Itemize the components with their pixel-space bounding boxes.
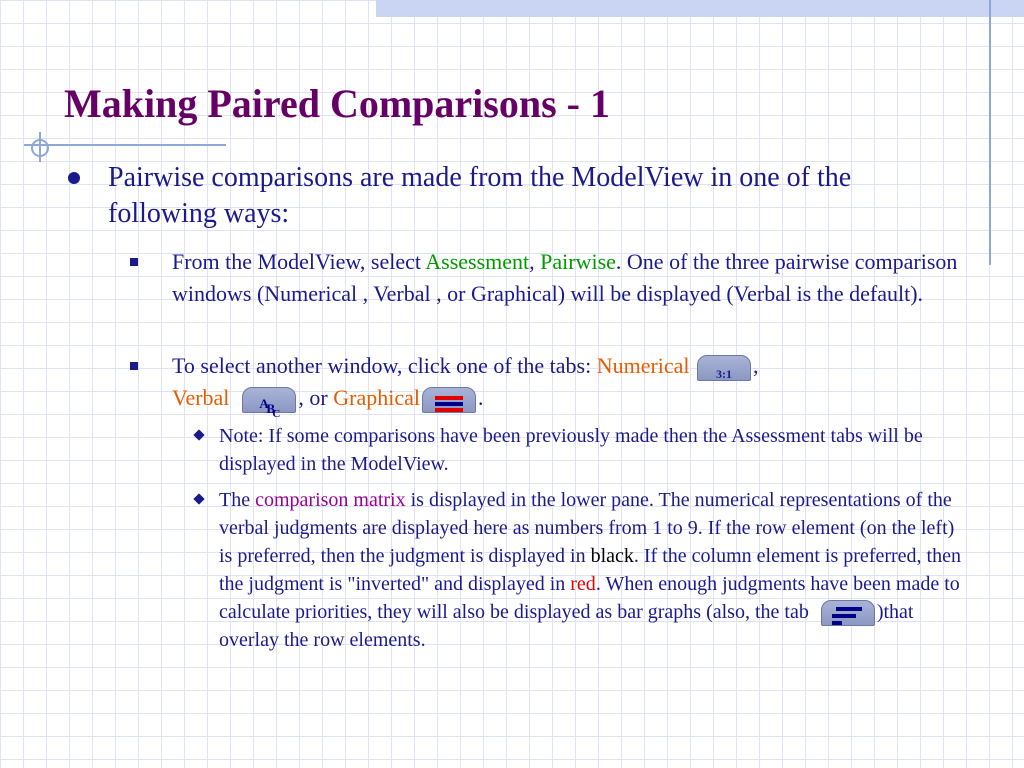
decor-circle xyxy=(31,139,49,157)
text: To select another window, click one of the tabs: xyxy=(172,353,597,378)
text: , xyxy=(529,249,541,274)
note-text: Note: If some comparisons have been previously made then the Assessment tabs will be displayed in the ModelView. xyxy=(219,425,923,475)
diamond-bullet-icon xyxy=(193,429,204,440)
numerical-label: Numerical xyxy=(596,353,690,378)
bullet-level3-matrix xyxy=(195,486,965,654)
text: , or xyxy=(298,385,334,410)
text: . If the column element is preferred, then the judgment is "inverted" and displayed in xyxy=(219,545,961,595)
square-bullet-icon xyxy=(130,258,138,266)
red-word: red xyxy=(570,573,596,595)
bullet-level2-select xyxy=(130,246,960,310)
verbal-tab-letter: A xyxy=(259,395,269,411)
numerical-tab-icon xyxy=(697,355,751,381)
square-bullet-icon xyxy=(130,362,138,370)
diamond-bullet-icon xyxy=(193,493,204,504)
round-bullet-icon xyxy=(68,172,80,184)
slide-title: Making Paired Comparisons - 1 xyxy=(64,81,610,126)
text: )that overlay the row elements. xyxy=(219,601,914,652)
verbal-tab-letter: C xyxy=(272,407,281,420)
verbal-tab-icon xyxy=(242,387,296,420)
verbal-tab-letter: B xyxy=(266,400,276,416)
text: . When enough judgments have been made to calculate priorities, they will also be displayed as bar graphs (also, the tab xyxy=(219,573,960,623)
pairwise-menu-text: Pairwise xyxy=(540,249,616,274)
black-word: black xyxy=(590,545,634,567)
graphical-label: Graphical xyxy=(333,385,420,410)
bullet-level1 xyxy=(68,160,948,232)
text: is displayed in the lower pane. The numerical representations of the verbal judgments are displayed here as numbers from 1 to 9. If the row element (on the left) is preferred, then the judgment is displayed in xyxy=(219,489,955,567)
text: The xyxy=(219,489,256,511)
verbal-label: Verbal xyxy=(172,385,230,410)
top-decor-band xyxy=(376,0,1024,17)
bar-graph-tab-icon xyxy=(821,600,875,626)
assessment-menu-text: Assessment xyxy=(425,249,530,274)
text: . xyxy=(477,385,484,410)
bullet-level1-text: Pairwise comparisons are made from the ModelView in one of the following ways: xyxy=(108,162,852,229)
right-decor-line xyxy=(989,0,991,265)
comparison-matrix-text: comparison matrix xyxy=(255,489,406,511)
numerical-tab-icon-text: 3:1 xyxy=(716,366,733,381)
text: . One of the three pairwise comparison windows (Numerical , Verbal , or Graphical) will be displayed (Verbal is the default). xyxy=(172,249,958,306)
bullet-level3-note xyxy=(195,422,965,478)
text: , xyxy=(753,353,759,378)
title-underline xyxy=(24,144,226,146)
text: From the ModelView, select xyxy=(172,249,426,274)
graphical-tab-icon xyxy=(422,387,476,413)
bullet-level2-tabs xyxy=(130,350,960,420)
